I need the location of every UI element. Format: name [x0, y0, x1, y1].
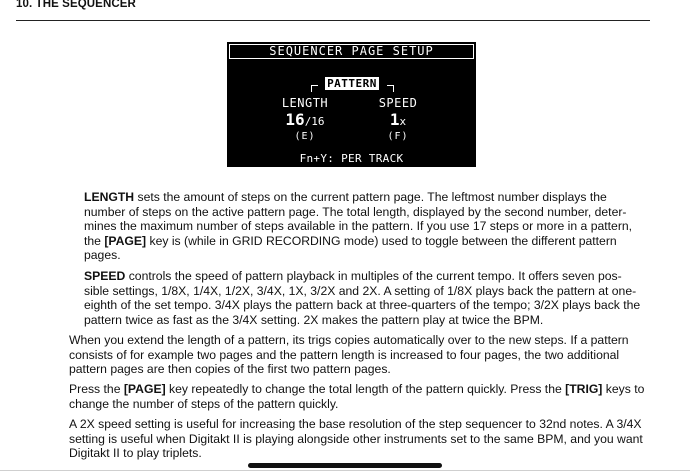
screen-title: SEQUENCER PAGE SETUP — [229, 44, 474, 59]
lcd-screen-illustration — [227, 42, 476, 167]
page-key-ref: [PAGE] — [104, 233, 147, 248]
speed-key: (F) — [387, 131, 409, 142]
length-total: /16 — [304, 115, 325, 128]
pattern-bracket-right — [387, 85, 394, 92]
length-paragraph — [84, 190, 646, 263]
speed-multiplier: 1 — [389, 110, 400, 129]
length-current: 16 — [285, 110, 305, 129]
speed-setting-paragraph: A 2X speed setting is useful for increasing the base resolution of the step sequencer to 32nd notes. A 3/4X setting is useful when Digitakt II is playing alongside other instruments set to the same BPM, and you want Digitakt II to play triplets. — [69, 417, 643, 461]
length-value — [274, 111, 336, 131]
press-text-c: keys to change the number of steps of the pattern quickly. — [69, 382, 645, 411]
section-header: 10. THE SEQUENCER — [16, 0, 136, 10]
press-text-a: Press the — [69, 382, 124, 396]
screen-footer: Fn+Y: PER TRACK — [299, 152, 404, 165]
length-term: LENGTH — [84, 190, 135, 204]
speed-parameter — [368, 97, 428, 142]
speed-unit: x — [399, 115, 407, 128]
extend-paragraph: When you extend the length of a pattern, its trigs copies automatically over to the new steps. If a pattern consists of for example two pages and the pattern length is increased to four pages, the two additional pattern pages are then copies of the first two pattern pages. — [69, 333, 629, 377]
page-key-ref-2: [PAGE] — [123, 382, 166, 396]
trig-key-ref: [TRIG] — [565, 382, 603, 396]
speed-term: SPEED — [84, 269, 126, 283]
length-label: LENGTH — [281, 96, 329, 110]
length-text-a: sets the amount of steps on the current pattern page. The leftmost number displays the number of steps on the active pattern page. The total length, displayed by the second number, deter-mines the maximum number of steps available in the pattern. If you use 17 steps or more in a pattern, the — [84, 190, 633, 248]
length-text-b: key is (while in GRID RECORDING mode) used to toggle between the different pattern pages. — [84, 233, 617, 263]
page-bottom-rule — [0, 470, 690, 471]
speed-text: controls the speed of pattern playback in multiples of the current tempo. It offers seven pos-sible settings, 1/8X, 1/4X, 1/2X, 3/4X, 1X, 3/2X and 2X. A setting of 1/8X plays back the pattern at one-eighth of the set tempo. 3/4X plays the pattern back at three-quarters of the tempo; 3/2X plays back the pattern twice as fast as the 3/4X setting. 2X makes the pattern play at twice the BPM. — [84, 269, 641, 327]
length-parameter — [274, 97, 336, 142]
header-divider — [16, 20, 650, 21]
press-paragraph — [69, 382, 649, 411]
pattern-label-text: PATTERN — [327, 77, 377, 90]
speed-label: SPEED — [378, 96, 418, 110]
speed-value — [368, 111, 428, 131]
pattern-group-label — [317, 78, 387, 90]
home-indicator-bar[interactable] — [248, 463, 442, 468]
press-text-b: key repeatedly to change the total length of the pattern quickly. Press the — [165, 382, 566, 396]
speed-paragraph — [84, 269, 646, 327]
length-key: (E) — [294, 131, 316, 142]
